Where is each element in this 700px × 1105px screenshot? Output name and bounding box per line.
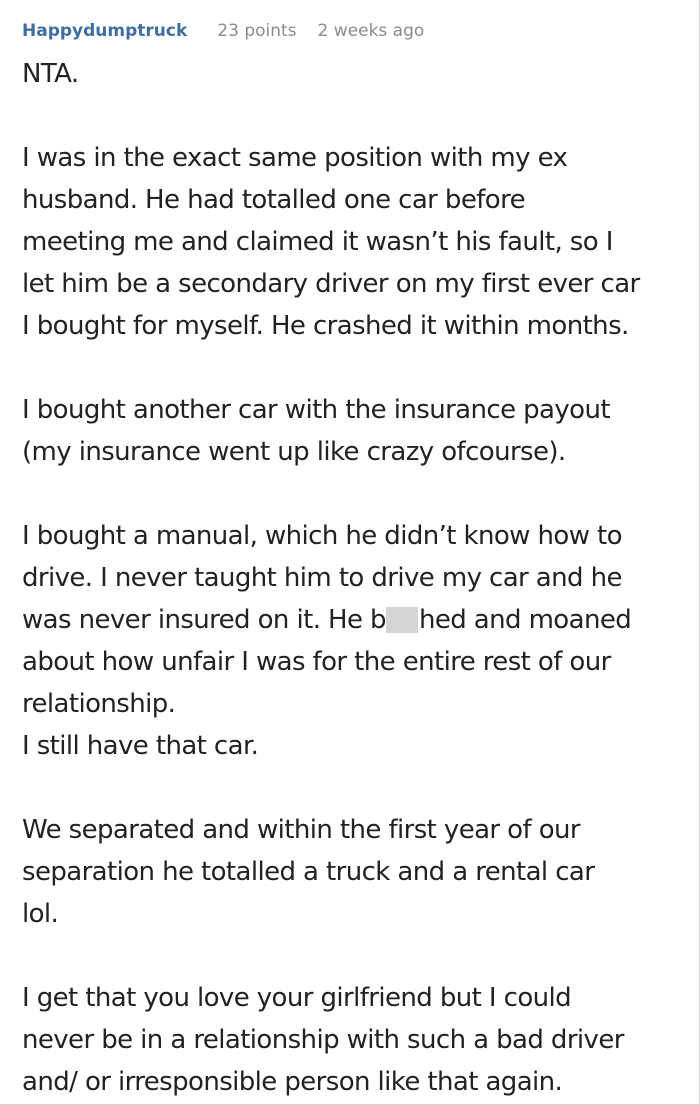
comment-body xyxy=(22,53,682,1103)
comment-line: I still have that car. xyxy=(22,731,259,761)
comment-line: never be in a relationship with such a bad driver xyxy=(22,1025,624,1055)
comment-line: let him be a secondary driver on my first ever car xyxy=(22,269,640,299)
comment-line: I bought for myself. He crashed it within months. xyxy=(22,311,629,341)
comment-line: I was in the exact same position with my ex xyxy=(22,143,568,173)
comment-line: I bought another car with the insurance payout xyxy=(22,395,610,425)
comment-author-link[interactable]: Happydumptruck xyxy=(22,21,188,41)
paragraph-spacer xyxy=(22,767,682,809)
comment-line: We separated and within the first year of our xyxy=(22,815,580,845)
comment-line: (my insurance went up like crazy ofcourse). xyxy=(22,437,566,467)
comment-line: I bought a manual, which he didn’t know how to xyxy=(22,521,622,551)
comment-line: about how unfair I was for the entire rest of our xyxy=(22,647,611,677)
comment-line: separation he totalled a truck and a rental car xyxy=(22,857,595,887)
line-text-after-redaction: hed and moaned xyxy=(418,605,632,635)
comment-timestamp: 2 weeks ago xyxy=(317,21,425,41)
paragraph-spacer xyxy=(22,473,682,515)
paragraph-spacer xyxy=(22,935,682,977)
comment-line: drive. I never taught him to drive my car and he xyxy=(22,563,622,593)
line-text-before-redaction: was never insured on it. He b xyxy=(22,605,386,635)
comment-line: relationship. xyxy=(22,689,176,719)
comment-line: and/ or irresponsible person like that again. xyxy=(22,1067,563,1097)
comment-line: husband. He had totalled one car before xyxy=(22,185,525,215)
paragraph-spacer xyxy=(22,347,682,389)
comment-line: I get that you love your girlfriend but I could xyxy=(22,983,572,1013)
comment-points: 23 points xyxy=(217,21,297,41)
comment-line-with-redaction xyxy=(22,599,682,641)
comment-meta xyxy=(22,19,424,43)
comment-line: meeting me and claimed it wasn’t his fault, so I xyxy=(22,227,613,257)
paragraph-spacer xyxy=(22,95,682,137)
comment-line: NTA. xyxy=(22,59,79,89)
censor-bar xyxy=(386,607,418,633)
comment-line: lol. xyxy=(22,899,59,929)
